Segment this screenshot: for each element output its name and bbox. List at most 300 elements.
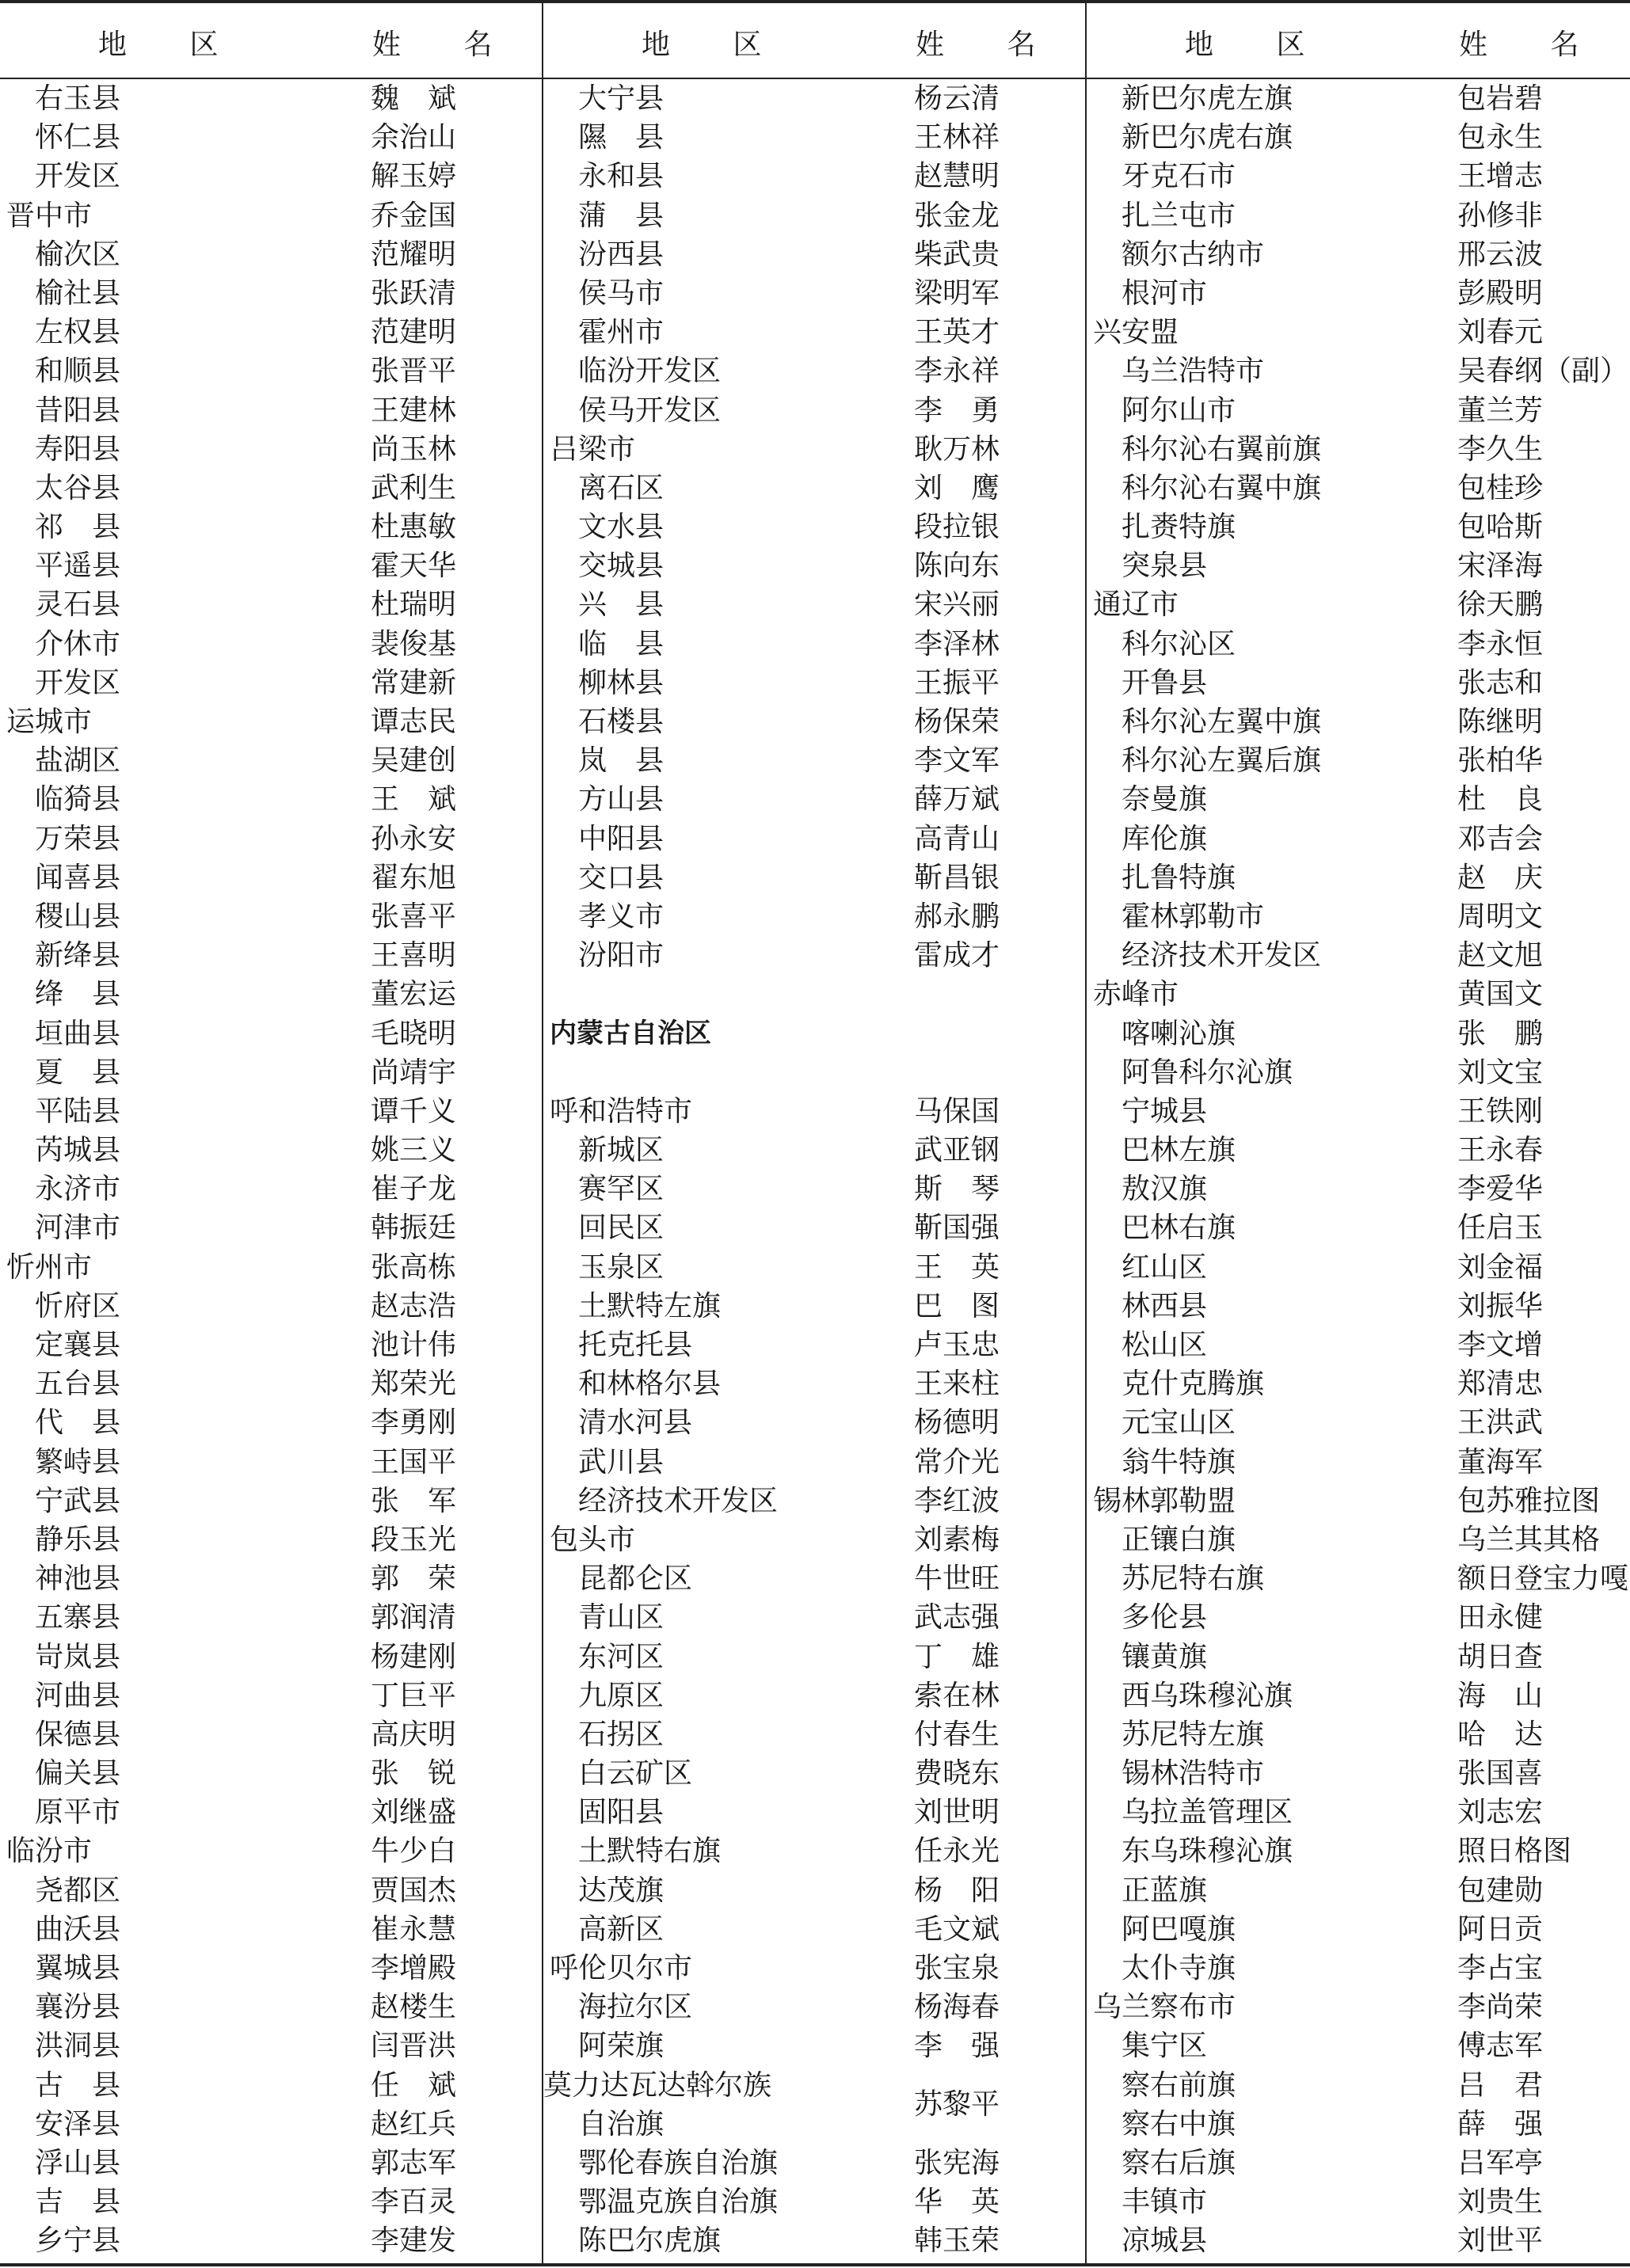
table-row [1087,546,1628,585]
region-cell: 定襄县 [35,1329,121,1361]
table-row [543,1988,1085,2026]
name-cell: 王 斌 [371,783,457,816]
region-cell: 洪洞县 [35,2030,121,2063]
region-cell: 保德县 [35,1718,121,1751]
table-row [0,352,542,390]
region-cell: 闻喜县 [35,861,121,894]
name-cell: 梁明军 [914,276,1000,310]
name-cell: 田永健 [1457,1601,1544,1634]
name-cell: 崔永慧 [371,1912,457,1946]
table-row [1087,1559,1628,1598]
name-cell: 李增殿 [371,1952,457,1984]
region-cell: 尧都区 [35,1874,121,1907]
table-row [0,1988,542,2026]
region-cell: 察右中旗 [1122,2107,1236,2141]
table-row [1087,1638,1628,1676]
name-cell: 付春生 [914,1718,1000,1751]
region-cell: 白云矿区 [578,1757,693,1790]
name-cell: 包永生 [1457,121,1544,154]
region-cell: 河津市 [35,1212,121,1245]
name-cell: 王建林 [371,394,457,427]
table-row [543,975,1085,1014]
table-row [543,741,1085,780]
table-row [543,1793,1085,1832]
name-cell: 赵 庆 [1457,861,1544,894]
region-cell: 科尔沁右翼中旗 [1122,471,1322,504]
table-row [543,196,1085,235]
name-cell: 杨云清 [914,82,1000,115]
name-cell: 董兰芳 [1457,394,1544,427]
name-cell: 刘 鹰 [914,471,1000,504]
region-cell: 宁武县 [35,1484,121,1517]
region-cell: 乌拉盖管理区 [1122,1796,1293,1829]
table-row [543,1638,1085,1676]
table-row [0,975,542,1014]
table-row [0,897,542,936]
name-cell: 王英才 [914,316,1000,349]
name-cell: 毛文斌 [914,1912,1000,1946]
table-row [1087,1793,1628,1832]
name-cell: 尚玉林 [371,432,457,466]
table-row [0,508,542,546]
region-cell: 正镶白旗 [1122,1523,1236,1556]
table-row [1087,1676,1628,1715]
name-header: 姓 名 [916,29,1063,61]
table-row [1087,936,1628,975]
region-cell: 正蓝旗 [1122,1874,1208,1907]
region-cell: 石楼县 [578,706,665,738]
name-cell: 张晋平 [371,355,457,388]
name-cell: 刘世平 [1457,2224,1544,2258]
name-cell: 李永恒 [1457,627,1544,660]
table-row [0,274,542,313]
table-row [543,936,1085,975]
name-cell: 任 斌 [371,2068,457,2102]
region-cell: 海拉尔区 [578,1991,693,2024]
table-row [0,2026,542,2065]
region-cell: 扎兰屯市 [1122,199,1236,232]
region-cell: 霍州市 [578,316,665,349]
name-cell: 牛世旺 [914,1562,1000,1596]
name-cell: 王喜明 [371,939,457,972]
table-row [543,1715,1085,1754]
region-cell: 阿尔山市 [1122,394,1236,427]
region-cell: 介休市 [35,627,121,660]
name-cell: 李红波 [914,1484,1000,1517]
name-cell: 赵红兵 [371,2107,457,2141]
name-cell: 徐天鹏 [1457,588,1544,622]
table-row [1087,1482,1628,1520]
name-cell: 谭志民 [371,706,457,738]
region-cell: 扎鲁特旗 [1122,861,1236,894]
name-cell: 王林祥 [914,121,1000,154]
name-cell: 武亚钢 [914,1134,1000,1167]
region-cell: 太谷县 [35,471,121,504]
name-cell: 高庆明 [371,1718,457,1751]
table-row [543,235,1085,274]
column-header [0,0,542,78]
name-cell: 赵楼生 [371,1991,457,2024]
region-cell: 科尔沁左翼中旗 [1122,706,1322,738]
region-cell: 武川县 [578,1445,665,1478]
region-cell: 和顺县 [35,355,121,388]
table-row [543,1014,1085,1053]
region-cell: 玉泉区 [578,1250,665,1284]
name-cell: 赵志浩 [371,1289,457,1322]
table-row [0,1092,542,1131]
region-cell: 稷山县 [35,900,121,933]
table-row [1087,79,1628,118]
region-cell: 库伦旗 [1122,822,1208,855]
table-row [0,1598,542,1637]
table-row [0,741,542,780]
name-cell: 张 军 [371,1484,457,1517]
region-cell: 呼和浩特市 [550,1094,693,1128]
region-cell: 包头市 [550,1523,636,1556]
region-cell: 曲沃县 [35,1912,121,1946]
table-row [1087,2221,1628,2260]
table-row [1087,235,1628,274]
region-cell: 新绛县 [35,939,121,972]
name-cell: 姚三义 [371,1134,457,1167]
table-row [1087,2066,1628,2105]
table-row [543,1403,1085,1442]
name-cell: 李 勇 [914,394,1000,427]
table-row [543,274,1085,313]
name-cell: 卢玉忠 [914,1329,1000,1361]
table-row [1087,1053,1628,1092]
table-row [543,2144,1085,2182]
table-row [1087,1949,1628,1988]
region-cell: 根河市 [1122,276,1208,310]
name-cell: 孙修非 [1457,199,1544,232]
table-row [0,430,542,469]
name-cell: 张宝泉 [914,1952,1000,1984]
table-row [0,157,542,196]
table-row [0,1248,542,1287]
region-cell: 科尔沁区 [1122,627,1236,660]
region-cell: 垣曲县 [35,1017,121,1050]
name-cell: 彭殿明 [1457,276,1544,310]
table-row [1087,1131,1628,1170]
name-cell: 包桂珍 [1457,471,1544,504]
name-cell: 刘文宝 [1457,1056,1544,1089]
table-row [1087,741,1628,780]
table-row [1087,1871,1628,1910]
region-cell: 察右前旗 [1122,2068,1236,2102]
region-cell: 忻府区 [35,1289,121,1322]
table-row [0,2105,542,2144]
table-row [1087,196,1628,235]
name-cell: 李尚荣 [1457,1991,1544,2024]
name-cell: 郑清忠 [1457,1368,1544,1401]
name-cell: 刘春元 [1457,316,1544,349]
region-cell: 吉 县 [35,2186,121,2219]
region-cell: 兴 县 [578,588,665,622]
region-cell: 绛 县 [35,978,121,1011]
table-row [0,391,542,430]
region-cell: 代 县 [35,1406,121,1440]
table-row [0,858,542,897]
region-cell: 锡林浩特市 [1122,1757,1265,1790]
name-cell: 包建勋 [1457,1874,1544,1907]
region-cell: 汾西县 [578,238,665,271]
table-row [0,1287,542,1326]
table-row [1087,1364,1628,1403]
region-header: 地 区 [642,29,789,61]
table-row [0,664,542,702]
region-cell: 红山区 [1122,1250,1208,1284]
region-cell: 青山区 [578,1601,665,1634]
region-cell: 交口县 [578,861,665,894]
name-cell: 王来柱 [914,1368,1000,1401]
region-cell: 宁城县 [1122,1094,1208,1128]
region-cell: 锡林郭勒盟 [1093,1484,1236,1517]
table-row [1087,585,1628,624]
table-row [543,1208,1085,1247]
region-cell: 九原区 [578,1679,665,1712]
name-cell: 张宪海 [914,2146,1000,2179]
region-cell: 突泉县 [1122,550,1208,583]
table-row [543,1131,1085,1170]
region-cell: 蒲 县 [578,199,665,232]
name-cell: 吴春纲（副） [1457,355,1629,388]
table-row [1087,508,1628,546]
table-row [543,2182,1085,2221]
region-cell: 五寨县 [35,1601,121,1634]
name-cell: 高青山 [914,822,1000,855]
region-cell: 临 县 [578,627,665,660]
name-cell: 张柏华 [1457,744,1544,778]
region-cell: 河曲县 [35,1679,121,1712]
region-cell: 乡宁县 [35,2224,121,2258]
region-cell: 西乌珠穆沁旗 [1122,1679,1293,1712]
name-cell: 张喜平 [371,900,457,933]
region-cell: 苏尼特右旗 [1122,1562,1265,1596]
region-cell: 昆都仑区 [578,1562,693,1596]
region-cell: 平陆县 [35,1094,121,1128]
name-cell: 郭志军 [371,2146,457,2179]
table-column-1 [0,79,542,2261]
region-cell: 太仆寺旗 [1122,1952,1236,1984]
table-row [1087,1248,1628,1287]
table-row [1087,1988,1628,2026]
name-cell: 宋泽海 [1457,550,1544,583]
region-cell: 方山县 [578,783,665,816]
name-cell: 雷成才 [914,939,1000,972]
region-cell: 东河区 [578,1640,665,1673]
region-cell: 开鲁县 [1122,666,1208,699]
table-row [1087,975,1628,1014]
table-row [543,2066,1085,2144]
name-cell: 赵文旭 [1457,939,1544,972]
region-cell: 临汾开发区 [578,355,722,388]
table-row [0,235,542,274]
region-cell: 昔阳县 [35,394,121,427]
name-cell: 谭千义 [371,1094,457,1128]
name-cell: 王国平 [371,1445,457,1478]
region-cell: 土默特左旗 [578,1289,722,1322]
name-cell: 照日格图 [1457,1835,1572,1868]
table-row [543,1364,1085,1403]
region-cell: 东乌珠穆沁旗 [1122,1835,1293,1868]
table-row [0,1364,542,1403]
region-cell: 回民区 [578,1212,665,1245]
name-cell: 李泽林 [914,627,1000,660]
name-cell: 解玉婷 [371,160,457,193]
table-row [0,1482,542,1520]
table-row [0,780,542,819]
name-cell: 余治山 [371,121,457,154]
name-cell: 杜瑞明 [371,588,457,622]
region-cell: 隰 县 [578,121,665,154]
name-cell: 杨海春 [914,1991,1000,2024]
table-row [543,1443,1085,1482]
region-cell: 科尔沁左翼后旗 [1122,744,1322,778]
table-row [0,1014,542,1053]
region-cell: 芮城县 [35,1134,121,1167]
table-row [543,1092,1085,1131]
region-cell: 静乐县 [35,1523,121,1556]
region-cell: 石拐区 [578,1718,665,1751]
region-cell: 多伦县 [1122,1601,1208,1634]
table-row [0,546,542,585]
name-cell: 张志和 [1457,666,1544,699]
region-cell: 巴林左旗 [1122,1134,1236,1167]
name-cell: 刘振华 [1457,1289,1544,1322]
region-cell: 繁峙县 [35,1445,121,1478]
table-row [0,118,542,157]
region-cell: 丰镇市 [1122,2186,1208,2219]
name-cell: 李爱华 [1457,1173,1544,1206]
table-row [543,1559,1085,1598]
table-row [1087,858,1628,897]
table-row [1087,702,1628,741]
table-row [543,118,1085,157]
name-cell: 包岩碧 [1457,82,1544,115]
region-cell: 科尔沁右翼前旗 [1122,432,1322,466]
region-cell: 达茂旗 [578,1874,665,1907]
table-row [543,858,1085,897]
region-cell: 寿阳县 [35,432,121,466]
region-cell: 元宝山区 [1122,1406,1236,1440]
name-cell: 丁巨平 [371,1679,457,1712]
name-cell: 邢云波 [1457,238,1544,271]
name-cell: 武利生 [371,471,457,504]
region-cell: 林西县 [1122,1289,1208,1322]
table-row [543,546,1085,585]
table-row [1087,820,1628,858]
name-cell: 宋兴丽 [914,588,1000,622]
name-cell: 包苏雅拉图 [1457,1484,1601,1517]
name-cell: 毛晓明 [371,1017,457,1050]
region-cell: 榆次区 [35,238,121,271]
region-cell: 乌兰浩特市 [1122,355,1265,388]
name-cell: 陈继明 [1457,706,1544,738]
region-cell: 新城区 [578,1134,665,1167]
name-cell: 董海军 [1457,1445,1544,1478]
region-cell: 神池县 [35,1562,121,1596]
column-header [543,0,1085,78]
table-row [1087,430,1628,469]
table-row [0,1443,542,1482]
region-cell: 柳林县 [578,666,665,699]
table-row [0,1793,542,1832]
table-row [1087,897,1628,936]
table-row [0,2221,542,2260]
table-row [0,1871,542,1910]
table-row [543,352,1085,390]
name-cell: 陈向东 [914,550,1000,583]
table-row [1087,1598,1628,1637]
name-cell: 杨保荣 [914,706,1000,738]
name-cell: 翟东旭 [371,861,457,894]
region-cell: 奈曼旗 [1122,783,1208,816]
region-cell: 通辽市 [1093,588,1179,622]
name-cell: 苏黎平 [914,2087,1000,2121]
table-row [543,430,1085,469]
name-cell: 张 鹏 [1457,1017,1544,1050]
name-cell: 李勇刚 [371,1406,457,1440]
region-cell: 临猗县 [35,783,121,816]
region-cell: 巴林右旗 [1122,1212,1236,1245]
table-row [1087,157,1628,196]
table-row [1087,391,1628,430]
region-cell: 陈巴尔虎旗 [578,2224,722,2258]
region-cell: 额尔古纳市 [1122,238,1265,271]
table-row [1087,1832,1628,1870]
region-cell: 赛罕区 [578,1173,665,1206]
table-row [0,1676,542,1715]
table-row [1087,1754,1628,1793]
region-cell: 敖汉旗 [1122,1173,1208,1206]
table-row [543,897,1085,936]
table-row [543,820,1085,858]
name-cell: 丁 雄 [914,1640,1000,1673]
table-row [543,1676,1085,1715]
region-cell: 镶黄旗 [1122,1640,1208,1673]
table-row [543,313,1085,352]
name-cell: 吴建创 [371,744,457,778]
table-column-2 [543,79,1085,2261]
name-cell: 周明文 [1457,900,1544,933]
table-row [1087,1443,1628,1482]
name-cell: 刘世明 [914,1796,1000,1829]
region-cell: 浮山县 [35,2146,121,2179]
region-cell: 襄汾县 [35,1991,121,2024]
region-cell: 翁牛特旗 [1122,1445,1236,1478]
table-row [1087,274,1628,313]
name-cell: 靳国强 [914,1212,1000,1245]
region-cell: 侯马开发区 [578,394,722,427]
table-row [0,79,542,118]
table-column-3 [1087,79,1628,2261]
region-cell: 左权县 [35,316,121,349]
name-cell: 郭 荣 [371,1562,457,1596]
name-header: 姓 名 [1459,29,1606,61]
region-cell: 托克托县 [578,1329,693,1361]
name-cell: 韩振廷 [371,1212,457,1245]
name-cell: 牛少白 [371,1835,457,1868]
table-row [0,1326,542,1364]
name-cell: 胡日查 [1457,1640,1544,1673]
table-row [1087,1715,1628,1754]
region-cell: 新巴尔虎右旗 [1122,121,1293,154]
region-cell: 察右后旗 [1122,2146,1236,2179]
name-cell: 孙永安 [371,822,457,855]
region-cell: 偏关县 [35,1757,121,1790]
region-cell: 呼伦贝尔市 [550,1952,693,1984]
